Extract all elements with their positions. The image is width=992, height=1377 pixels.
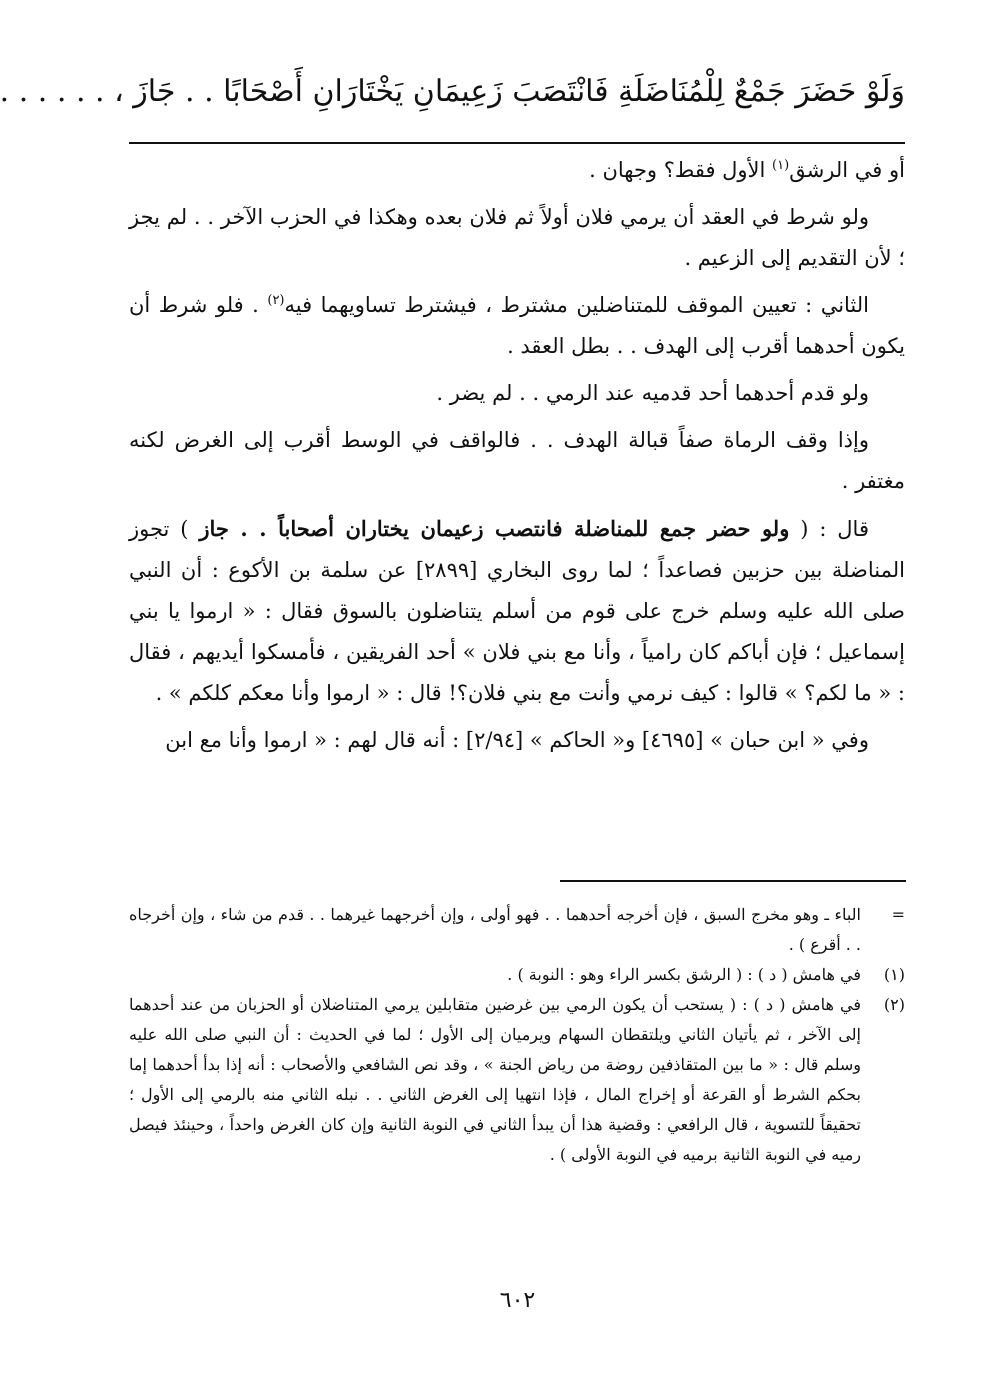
footnote-mark: = [891, 905, 905, 924]
commentary-body [129, 150, 905, 761]
paragraph-1: أو في الرشق$^{(١)}$ الأول فقط؟ وجهان . [589, 158, 905, 182]
paragraph-5: وإذا وقف الرماة صفاً قبالة الهدف . . فالواقف في الوسط أقرب إلى الغرض لكنه مغتفر . [129, 428, 905, 493]
footnote-2 [129, 990, 905, 1170]
verse-header: وَلَوْ حَضَرَ جَمْعٌ لِلْمُنَاضَلَةِ فَانْتَصَبَ زَعِيمَانِ يَخْتَارَانِ أَصْحَابًا . . جَازَ ، . . . . . . [0, 74, 905, 109]
footnote-mark: (٢) [883, 995, 905, 1014]
paragraph-6: قال : ( ولو حضر جمع للمناضلة فانتصب زعيمان يختاران أصحاباً . . جاز ) تجوز المناضلة بين حزبين فصاعداً ؛ لما روى البخاري [٢٨٩٩] عن سلمة بن الأكوع : أن النبي صلى الله عليه وسلم خرج على قوم من أسلم يتناضلون بالسوق فقال : « ارموا يا بني إسماعيل ؛ فإن أباكم كان رامياً ، وأنا مع بني فلان » أحد الفريقين ، فأمسكوا أيديهم ، فقال : « ما لكم؟ » قالوا : كيف نرمي وأنت مع بني فلان؟! قال : « ارموا وأنا معكم كلكم » . [129, 516, 905, 705]
footnote-text: في هامش ( د ) : ( يستحب أن يكون الرمي بين غرضين متقابلين يرمي المتناضلان أو الحزبان من عند أحدهما إلى الآخر ، ثم يأتيان الثاني ويلتقطان السهام ويرميان إلى الأول ؛ لما في الحديث : أن النبي صلى الله عليه وسلم قال : « ما بين المتقاذفين روضة من رياض الجنة » ، وقد نص الشافعي والأصحاب : أنه إذا بدأ أحدهما إما بحكم الشرط أو القرعة أو إخراج المال ، فإذا انتهيا إلى الغرض الثاني . . نبله الثاني منه بالرمي إلى الأول ؛ تحقيقاً للتسوية ، قال الرافعي : وقضية هذا أن يبدأ الثاني في النوبة الثانية وإن كان الغرض واحداً ، وحينئذ فيصل رميه في النوبة الثانية برميه في النوبة الأولى ) . [129, 995, 862, 1164]
footnote-divider [560, 880, 906, 882]
page-number: ٦٠٢ [499, 1288, 536, 1313]
footnote-text: الباء ـ وهو مخرج السبق ، فإن أخرجه أحدهما . . فهو أولى ، وإن أخرجهما غيرهما . . قدم من شاء ، وإن أخرجاه . . أقرع ) . [129, 905, 861, 954]
quoted-matn: ولو حضر جمع للمناضلة فانتصب زعيمان يختاران أصحاباً . . جاز [199, 516, 790, 541]
footnote-1 [129, 960, 905, 990]
paragraph-3: الثاني : تعيين الموقف للمتناضلين مشترط ، فيشترط تساويهما فيه$^{(٢)}$ . فلو شرط أن يكون أحدهما أقرب إلى الهدف . . بطل العقد . [129, 293, 905, 358]
footnote-continued [129, 900, 905, 960]
paragraph-4: ولو قدم أحدهما أحد قدميه عند الرمي . . لم يضر . [436, 381, 869, 405]
footnotes [129, 900, 905, 1170]
footnote-mark: (١) [883, 965, 905, 984]
paragraph-2: ولو شرط في العقد أن يرمي فلان أولاً ثم فلان بعده وهكذا في الحزب الآخر . . لم يجز ؛ لأن التقديم إلى الزعيم . [129, 205, 905, 270]
footnote-ref-2[interactable]: (٢) [267, 293, 285, 308]
footnote-ref-1[interactable]: (١) [772, 158, 790, 173]
paragraph-7: وفي « ابن حبان » [٤٦٩٥] و« الحاكم » [٢/٩٤] : أنه قال لهم : « ارموا وأنا مع ابن [165, 728, 869, 752]
footnote-text: في هامش ( د ) : ( الرشق بكسر الراء وهو : النوبة ) . [507, 965, 861, 984]
header-divider [129, 142, 905, 144]
